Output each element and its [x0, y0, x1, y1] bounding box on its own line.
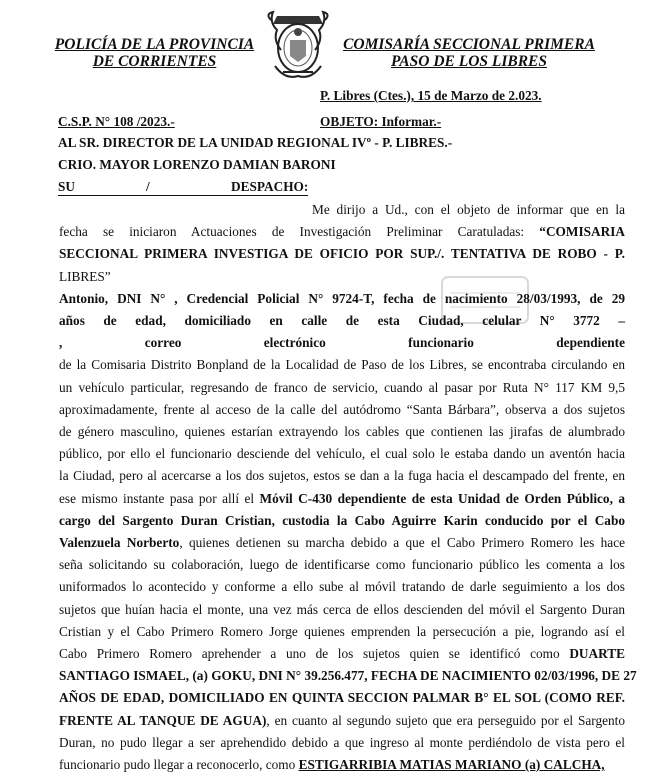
- recipient-name: CRIO. MAYOR LORENZO DAMIAN BARONI: [58, 157, 336, 172]
- body-line: [59, 599, 625, 621]
- body-text-segment: AÑOS DE EDAD, DOMICILIADO EN QUINTA SECCION PALMAR B° EL SOL (COMO REF.: [59, 690, 625, 706]
- body-text-segment: ESTIGARRIBIA MATIAS MARIANO (a) CALCHA,: [298, 757, 605, 772]
- body-line: [59, 710, 625, 732]
- body-text-segment: la Ciudad, pero al acercarse a los dos sujetos, estos se dan a la fuga hacia el descampado del frente, en: [59, 468, 625, 484]
- body-text-segment: seña solicitando su colaboración, luego de identificarse como funcionario público les comenta a los: [59, 557, 625, 573]
- body-text-segment: , en cuanto al segundo sujeto que era perseguido por el Sargento: [266, 712, 625, 728]
- recipient-line: AL SR. DIRECTOR DE LA UNIDAD REGIONAL IVº - P. LIBRES.-: [58, 135, 453, 150]
- body-line: [59, 488, 625, 510]
- despacho-label: DESPACHO:: [231, 179, 309, 194]
- body-text-segment: SECCIONAL PRIMERA INVESTIGA DE OFICIO POR SUP./. TENTATIVA DE ROBO - P.: [59, 246, 625, 262]
- body-text-segment: cargo del Sargento Duran Cristian, custodia la Cabo Aguirre Karin conducido por el Cabo: [59, 512, 625, 528]
- despacho-line: [58, 179, 308, 196]
- body-text-segment: Cabo Primero Romero aprehender a uno de los sujetos quien se identificó como: [59, 646, 570, 661]
- body-text-segment: años de edad, domiciliado en calle de esta Ciudad, celular N° 3772 –: [59, 313, 625, 328]
- body-text-segment: aproximadamente, frente al acceso de la calle del autódromo “Santa Bárbara”, observa a dos sujetos: [59, 401, 625, 417]
- body-line: [59, 288, 625, 310]
- objeto-line: OBJETO: Informar.-: [320, 114, 442, 129]
- date-line: P. Libres (Ctes.), 15 de Marzo de 2.023.: [320, 88, 542, 103]
- body-text-segment: público, por ello el funcionario desciende del vehículo, el cual solo le estaba dando un aventón hacia: [59, 446, 625, 462]
- coat-of-arms-icon: [263, 10, 333, 82]
- body-text-segment: “COMISARIA: [539, 224, 625, 240]
- body-text-segment: uniformados lo acontecido y conforme a ello sube al móvil tratando de darle seguimiento a los dos: [59, 579, 625, 595]
- body-line: [59, 332, 625, 354]
- body-text-segment: Antonio, DNI N° , Credencial Policial N° 9724-T, fecha de nacimiento 28/03/1993, de 29: [59, 290, 625, 306]
- body-line: [59, 465, 625, 487]
- body-text-segment: Cristian y el Cabo Primero Romero Jorge quienes emprenden la persecución a pie, logrando así el: [59, 623, 625, 639]
- body-text-segment: DUARTE: [569, 646, 625, 661]
- body-line: [59, 576, 625, 598]
- header-right: [338, 36, 600, 70]
- body-line: [59, 643, 625, 665]
- body-text-segment: de género masculino, quienes estarían extrayendo los cables que contienen las jirafas de alumbrado: [59, 424, 625, 439]
- su-label: SU: [58, 179, 75, 194]
- body-text-segment: funcionario pudo llegar a reconocerlo, como: [59, 757, 299, 772]
- body-line: [59, 243, 625, 265]
- header-right-line1: COMISARÍA SECCIONAL PRIMERA: [343, 36, 595, 53]
- body-text-segment: Valenzuela Norberto: [59, 535, 180, 550]
- body-text-segment: LIBRES”: [59, 268, 111, 284]
- body-line: [312, 199, 625, 221]
- body-text-segment: Duran, no pudo llegar a ser aprehendido debido a que ingreso al monte perdiéndolo de vista pero el: [59, 734, 625, 750]
- body-line: [59, 554, 625, 576]
- body-line: [59, 443, 625, 465]
- header-right-line2: PASO DE LOS LIBRES: [390, 53, 548, 70]
- body-text-segment: de la Comisaria Distrito Bonpland de la Localidad de Paso de los Libres, se encontraba circulando en: [59, 357, 625, 373]
- body-text-segment: un vehículo particular, regresando de franco de servicio, cuando al pasar por Ruta N° 117 KM 9,5: [59, 379, 625, 395]
- body-text-segment: , correo electrónico funcionario dependiente: [59, 335, 625, 351]
- body-text-segment: Móvil C-430 dependiente de esta Unidad de Orden Público, a: [259, 490, 625, 506]
- body-text-segment: fecha se iniciaron Actuaciones de Investigación Preliminar Caratuladas:: [59, 224, 540, 240]
- body-line: [59, 532, 625, 554]
- body-text-segment: sujetos que huían hacia el monte, una vez más cerca de ellos descienden del móvil el Sargento Duran: [59, 601, 625, 617]
- body-text-segment: , quienes detienen su marcha debido a que el Cabo Primero Romero les hace: [179, 535, 625, 550]
- body-text-segment: ese mismo instante pasa por allí el: [59, 490, 260, 506]
- body-line: [59, 732, 625, 754]
- body-text-segment: FRENTE AL TANQUE DE AGUA): [59, 712, 267, 728]
- body-line: [59, 621, 625, 643]
- csp-number: C.S.P. N° 108 /2023.-: [58, 114, 175, 129]
- header-left-line2: DE CORRIENTES: [92, 53, 217, 70]
- body-line: [59, 754, 625, 776]
- body-line: [59, 354, 625, 376]
- header-left-line1: POLICÍA DE LA PROVINCIA: [54, 36, 255, 53]
- body-line: [59, 687, 625, 709]
- body-line: [59, 510, 625, 532]
- body-text-segment: Me dirijo a Ud., con el objeto de informar que en la: [312, 202, 625, 217]
- body-line: [59, 665, 637, 687]
- body-line: [59, 421, 625, 443]
- body-line: [59, 266, 625, 288]
- body-text-segment: SANTIAGO ISMAEL, (a) GOKU, DNI N° 39.256.477, FECHA DE NACIMIENTO 02/03/1996, DE 27: [59, 668, 637, 684]
- slash-label: /: [146, 179, 150, 194]
- header-left: [52, 36, 257, 70]
- body-line: [59, 221, 625, 243]
- body-line: [59, 377, 625, 399]
- body-line: [59, 399, 625, 421]
- body-line: [59, 310, 625, 332]
